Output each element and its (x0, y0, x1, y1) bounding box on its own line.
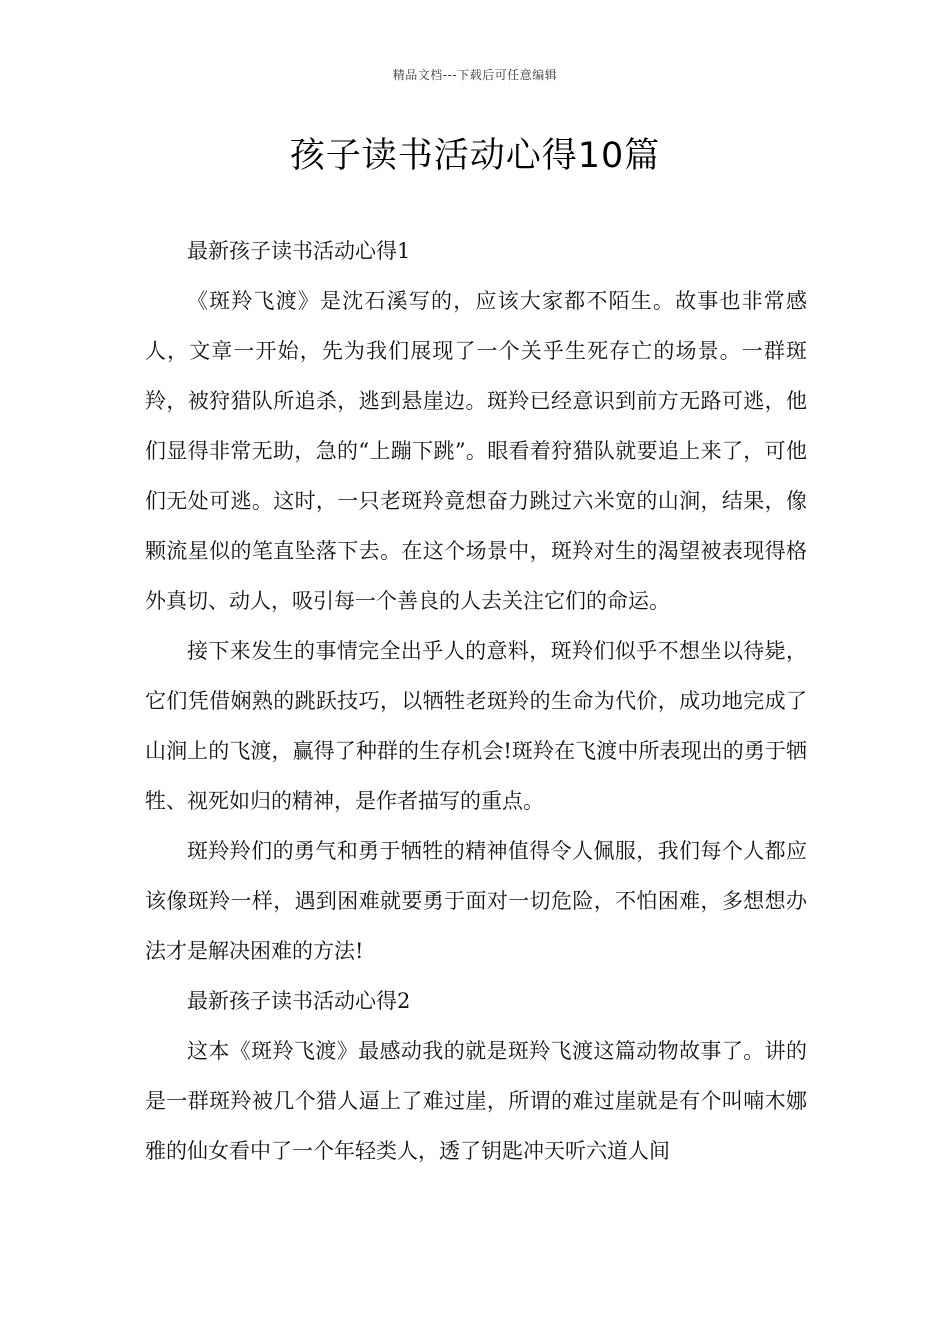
paragraph: 这本《斑羚飞渡》最感动我的就是斑羚飞渡这篇动物故事了。讲的是一群斑羚被几个猎人逼上了难过崖，所谓的难过崖就是有个叫喃木娜雅的仙女看中了一个年轻类人，透了钥匙冲天听六道人间 (145, 1039, 807, 1163)
section-heading-2: 最新孩子读书活动心得2 (187, 989, 411, 1013)
paragraph: 接下来发生的事情完全出乎人的意料，斑羚们似乎不想坐以待毙，它们凭借娴熟的跳跃技巧，以牺牲老斑羚的生命为代价，成功地完成了山涧上的飞渡，赢得了种群的生存机会!斑羚在飞渡中所表现出的勇于牺牲、视死如归的精神，是作者描写的重点。 (145, 639, 807, 813)
paragraph: 斑羚羚们的勇气和勇于牺牲的精神值得令人佩服，我们每个人都应该像斑羚一样，遇到困难就要勇于面对一切危险，不怕困难，多想想办法才是解决困难的方法! (145, 839, 807, 963)
header-note: 精品文档---下载后可任意编辑 (392, 68, 558, 82)
document-body (145, 226, 807, 1176)
paragraph: 《斑羚飞渡》是沈石溪写的，应该大家都不陌生。故事也非常感人，文章一开始，先为我们展现了一个关乎生死存亡的场景。一群斑羚，被狩猎队所追杀，逃到悬崖边。斑羚已经意识到前方无路可逃，他们显得非常无助，急的“上蹦下跳”。眼看着狩猎队就要追上来了，可他们无处可逃。这时，一只老斑羚竟想奋力跳过六米宽的山涧，结果，像颗流星似的笔直坠落下去。在这个场景中，斑羚对生的渴望被表现得格外真切、动人，吸引每一个善良的人去关注它们的命运。 (145, 289, 807, 613)
document-title: 孩子读书活动心得10篇 (289, 136, 661, 176)
section-heading-1: 最新孩子读书活动心得1 (187, 239, 411, 263)
